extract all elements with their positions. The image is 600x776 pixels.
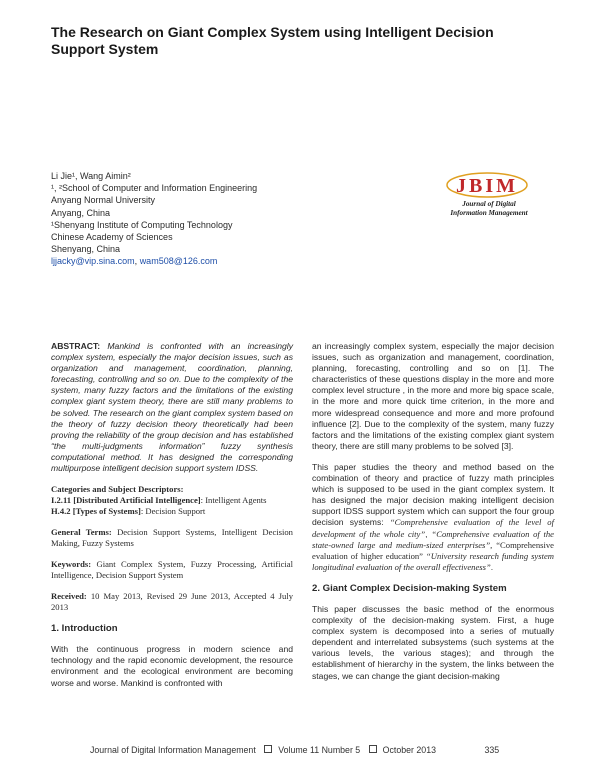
abstract: ABSTRACT: Mankind is confronted with an increasingly complex system, especially the major decision issues, such as organization and management, coordination, planning, forecasting, controlling and so on. Due to the complexity of the system, many fuzzy factors and the limitations of the existing complex giant system theory, there are still many problems to be solved. The research on the giant complex system based on the theory of fuzzy decision theory theoretically had been proving the reliability of the group decision and has established “the multi-judgments information” fuzzy synthesis computational method. It has designed the corresponding multipurpose intelligent decision support system IDSS. [51,341,293,474]
svg-text:JBIM: JBIM [456,175,518,197]
categories-heading: Categories and Subject Descriptors: [51,484,184,495]
introduction-paragraph: With the continuous progress in modern science and technology and the rapid economic development, the resource environment and the ecological environment are becoming worse and worse. Mankind is confronted with [51,644,293,688]
checkbox-icon [264,745,272,753]
body-paragraph: This paper discusses the basic method of the enormous complexity of the decision-making system. First, a huge complex system is decomposed into a series of mutually dependent and interrelated subsystems (such systems at the various levels, the various stages); and through the establishment of hierarchy in the system, the links between the stages, we can change the giant decision-making [312,603,554,681]
keywords: Keywords: Giant Complex System, Fuzzy Processing, Artificial Intelligence, Decision Support System [51,559,293,581]
logo-caption: Journal of Digital Information Management [450,200,528,217]
right-column [312,341,554,682]
category-item: I.2.11 [Distributed Artificial Intelligence]: Intelligent Agents [51,495,267,506]
affiliation-line: ¹, ²School of Computer and Information Engineering [51,183,258,194]
page-number: 335 [484,745,500,755]
author-block [51,170,351,268]
categories-section [51,484,293,517]
section-heading: 1. Introduction [51,623,118,635]
section-heading: 2. Giant Complex Decision-making System [312,582,507,594]
affiliation-line: Chinese Academy of Sciences [51,232,173,243]
affiliation-line: Anyang, China [51,207,111,218]
category-item: H.4.2 [Types of Systems]: Decision Support [51,506,206,517]
author-names: Li Jie¹, Wang Aimin² [51,171,131,181]
body-paragraph: This paper studies the theory and method based on the combination of theory and practice of fuzzy math principles which is supposed to be used in the giant complex system. It has designed the major decision making intelligent decision support IDSS support system which can support the four group decision systems: “Comprehensive evaluation of the level of development of the whole city”, “Comprehensive evaluation of the state-owned large and medium-sized enterprises”, “Comprehensive evaluation of higher education” “University research funding system longitudinal evaluation of the overall effectiveness”. [312,461,554,572]
body-paragraph: an increasingly complex system, especially the major decision issues, such as organization and management, coordination, planning, forecasting, controlling and so on [1]. The characteristics of these questions display in the more and more complex level structure , in the more and more big space scale, in the more and more quick time criterion, in the more and more widespread consequence and more and more profound influence [2]. Due to the complexity of the system, many fuzzy factors and the limitations of the existing complex giant system theory, there are still many problems to be solved [3]. [312,341,554,451]
general-terms: General Terms: Decision Support Systems, Intelligent Decision Making, Fuzzy Systems [51,527,293,549]
email-link-2[interactable]: wam508@126.com [139,256,218,267]
jbim-logo-icon [432,170,542,200]
affiliation-line: Shenyang, China [51,244,121,255]
footer-journal: Journal of Digital Information Management [90,745,256,755]
received-dates: Received: 10 May 2013, Revised 29 June 2013, Accepted 4 July 2013 [51,591,293,613]
footer-date: October 2013 [382,745,436,755]
author-emails: ljjacky@vip.sina.com, wam508@126.com [51,256,218,267]
page-footer [90,745,560,755]
affiliation-line: ¹Shenyang Institute of Computing Technology [51,219,233,230]
email-link-1[interactable]: ljjacky@vip.sina.com [51,256,135,267]
affiliation-line: Anyang Normal University [51,195,156,206]
paper-title: The Research on Giant Complex System using Intelligent Decision Support System [51,24,494,57]
left-column [51,341,293,689]
journal-logo [424,170,554,222]
footer-volume: Volume 11 Number 5 [278,745,361,755]
checkbox-icon [369,745,377,753]
